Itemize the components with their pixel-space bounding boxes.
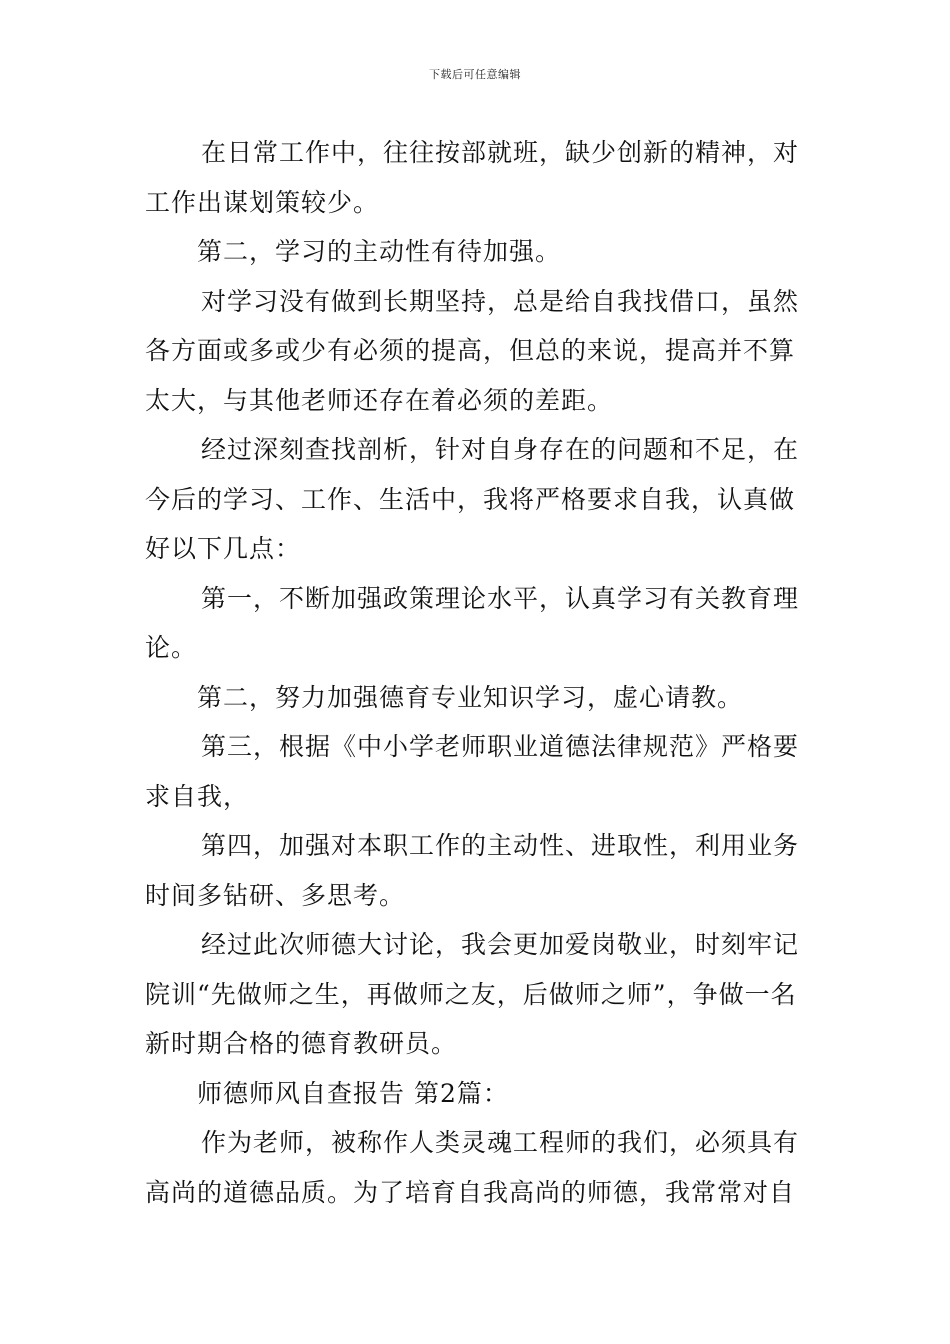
paragraph: 经过此次师德大讨论，我会更加爱岗敬业，时刻牢记院训“先做师之生，再做师之友，后做师之师”，争做一名新时期合格的德育教研员。 (145, 930, 800, 1058)
document-body (145, 128, 810, 1217)
paragraph: 第三，根据《中小学老师职业道德法律规范》严格要求自我， (145, 732, 800, 811)
paragraph: 第二，学习的主动性有待加强。 (197, 237, 562, 266)
paragraph: 经过深刻查找剖析，针对自身存在的问题和不足，在今后的学习、工作、生活中，我将严格要求自我，认真做好以下几点： (145, 435, 800, 563)
paragraph: 作为老师，被称作人类灵魂工程师的我们，必须具有高尚的道德品质。为了培育自我高尚的师德，我常常对自 (145, 1128, 800, 1207)
paragraph: 第一，不断加强政策理论水平，认真学习有关教育理论。 (145, 583, 800, 662)
header-note: 下载后可任意编辑 (429, 68, 521, 81)
paragraph: 第二，努力加强德育专业知识学习，虚心请教。 (197, 682, 744, 712)
paragraph: 在日常工作中，往往按部就班，缺少创新的精神，对工作出谋划策较少。 (145, 138, 800, 217)
paragraph: 对学习没有做到长期坚持，总是给自我找借口，虽然各方面或多或少有必须的提高，但总的来说，提高并不算太大，与其他老师还存在着必须的差距。 (145, 286, 800, 415)
paragraph: 第四，加强对本职工作的主动性、进取性，利用业务时间多钻研、多思考。 (145, 831, 800, 910)
section-heading: 师德师风自查报告 第2篇： (197, 1078, 509, 1108)
